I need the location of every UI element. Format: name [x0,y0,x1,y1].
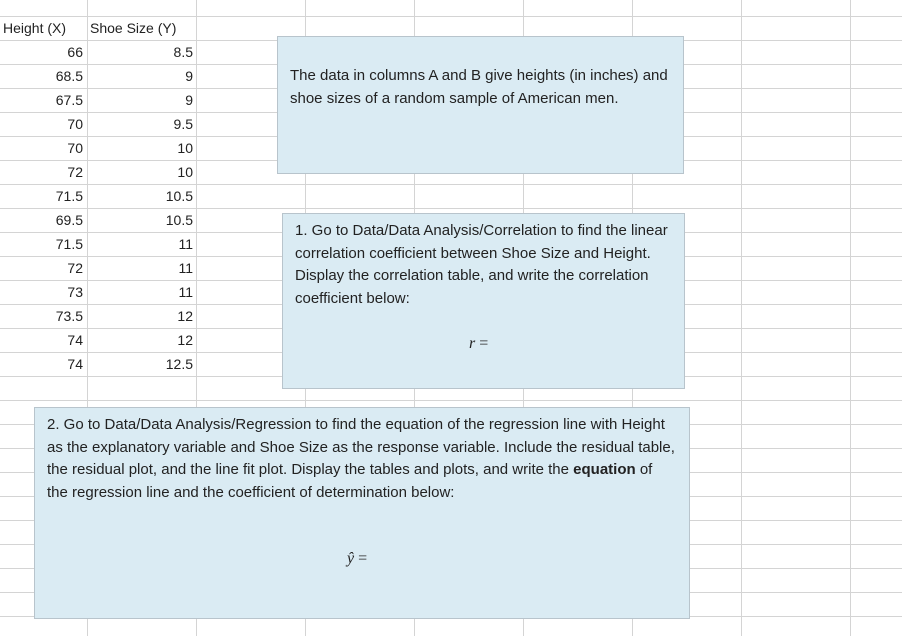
correlation-formula [469,333,488,356]
height-cell[interactable]: 70 [67,140,83,156]
intro-text: The data in columns A and B give heights (in inches) and shoe sizes of a random sample of American men. [290,67,668,107]
question-1-textbox[interactable] [282,213,685,389]
height-cell[interactable]: 74 [67,332,83,348]
question-2-text-end: of the regression line and the coefficient of determination below: [47,461,653,501]
height-cell[interactable]: 71.5 [55,236,83,252]
regression-formula [347,548,367,571]
height-cell[interactable]: 71.5 [55,188,83,204]
regression-variable: ŷ [347,550,355,567]
question-2-text-start: 2. Go to Data/Data Analysis/Regression to find the equation of the regression line with Height as the explanatory variable and Shoe Size as the response variable. Include the residual table, the residual plot, and the line fit plot. Display the tables and plots, and write the [47,416,675,478]
shoe-size-cell[interactable]: 12.5 [165,356,193,372]
regression-equals: = [354,550,368,567]
shoe-size-cell[interactable]: 10.5 [165,212,193,228]
height-cell[interactable]: 73 [67,284,83,300]
question-1-text: 1. Go to Data/Data Analysis/Correlation to find the linear correlation coefficient between Shoe Size and Height. Display the correlation table, and write the correlation coefficient below: [295,222,668,307]
correlation-variable: r [469,335,476,352]
height-cell[interactable]: 74 [67,356,83,372]
question-2-text [47,414,677,504]
correlation-equals: = [475,335,489,352]
height-cell[interactable]: 66 [67,44,83,60]
column-b-header[interactable]: Shoe Size (Y) [90,20,177,36]
shoe-size-cell[interactable]: 9 [185,68,193,84]
shoe-size-cell[interactable]: 9.5 [173,116,193,132]
height-cell[interactable]: 73.5 [55,308,83,324]
shoe-size-cell[interactable]: 11 [178,236,193,252]
height-cell[interactable]: 72 [67,260,83,276]
shoe-size-cell[interactable]: 9 [185,92,193,108]
shoe-size-cell[interactable]: 10 [177,164,193,180]
shoe-size-cell[interactable]: 12 [177,308,193,324]
shoe-size-cell[interactable]: 10 [177,140,193,156]
height-cell[interactable]: 70 [67,116,83,132]
intro-textbox[interactable] [277,36,684,174]
question-2-textbox[interactable] [34,407,690,619]
column-a-header[interactable]: Height (X) [3,20,67,36]
question-2-bold-word: equation [573,461,636,478]
shoe-size-cell[interactable]: 12 [177,332,193,348]
height-cell[interactable]: 68.5 [55,68,83,84]
height-cell[interactable]: 72 [67,164,83,180]
shoe-size-cell[interactable]: 8.5 [173,44,193,60]
shoe-size-cell[interactable]: 11 [178,260,193,276]
height-cell[interactable]: 69.5 [55,212,83,228]
shoe-size-cell[interactable]: 11 [178,284,193,300]
shoe-size-cell[interactable]: 10.5 [165,188,193,204]
height-cell[interactable]: 67.5 [55,92,83,108]
